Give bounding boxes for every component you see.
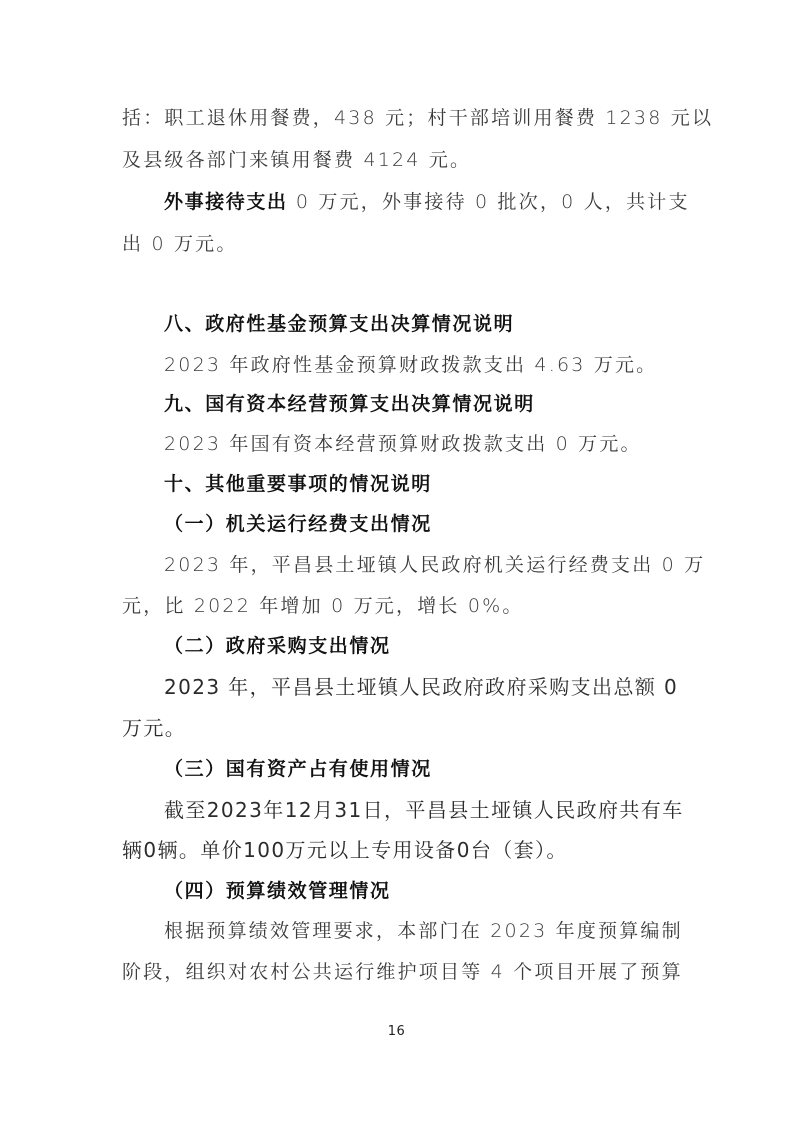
subsection-heading: （三）国有资产占有使用情况 [164,758,432,780]
paragraph-line: 及县级各部门来镇用餐费 4124 元。 [122,149,472,171]
paragraph-line: 2023 年，平昌县土垭镇人民政府政府采购支出总额 0 [164,675,679,699]
paragraph-line: 辆0辆。单价100万元以上专用设备0台（套）。 [122,838,568,862]
paragraph-line: 括：职工退休用餐费，438 元；村干部培训用餐费 1238 元以 [122,107,714,129]
section-heading: 十、其他重要事项的情况说明 [164,473,432,495]
paragraph-line: 阶段，组织对农村公共运行维护项目等 4 个项目开展了预算 [122,961,683,983]
paragraph-line: 元，比 2022 年增加 0 万元，增长 0%。 [122,595,524,617]
paragraph-line [164,188,690,216]
paragraph-line: 万元。 [122,716,187,740]
paragraph-line: 截至2023年12月31日，平昌县土垭镇人民政府共有车 [164,798,684,822]
page-number: 16 [387,1024,406,1039]
inline-bold-label: 外事接待支出 [164,191,288,213]
subsection-heading: （四）预算绩效管理情况 [164,880,391,902]
section-heading: 八、政府性基金预算支出决算情况说明 [164,313,515,335]
section-heading: 九、国有资本经营预算支出决算情况说明 [164,393,535,415]
paragraph-line: 根据预算绩效管理要求，本部门在 2023 年度预算编制 [164,920,683,942]
paragraph-line: 2023 年国有资本经营预算财政拨款支出 0 万元。 [164,433,642,455]
subsection-heading: （二）政府采购支出情况 [164,635,391,657]
paragraph-line: 2023 年，平昌县土垭镇人民政府机关运行经费支出 0 万 [164,554,706,576]
paragraph-line: 出 0 万元。 [122,233,238,255]
paragraph-line: 2023 年政府性基金预算财政拨款支出 4.63 万元。 [164,354,658,376]
inline-text: 0 万元，外事接待 0 批次，0 人，共计支 [287,191,690,213]
subsection-heading: （一）机关运行经费支出情况 [164,513,432,535]
